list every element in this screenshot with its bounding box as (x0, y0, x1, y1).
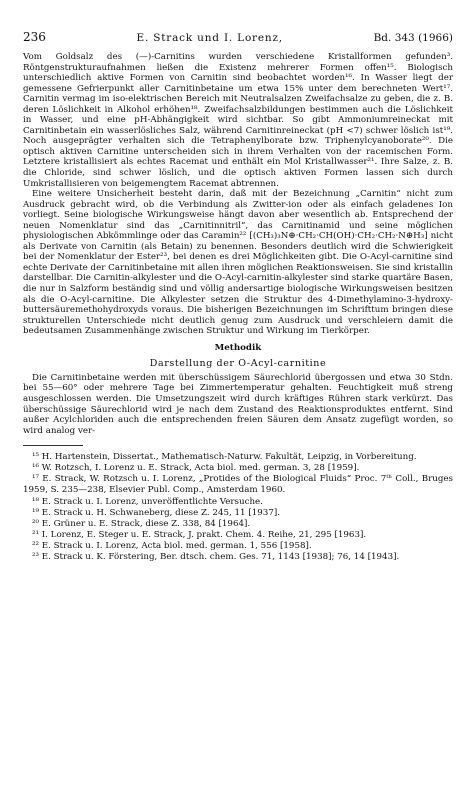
footnote: ¹⁷ E. Strack, W. Rotzsch u. I. Lorenz, „Protides of the Biological Fluids“ Proc. 7ᵗʰ Coll., Bruges 1959, S. 235—238, Elsevier Publ. Comp., Amsterdam 1960. (23, 474, 453, 496)
running-header (23, 30, 453, 50)
footnote: ²⁰ E. Grüner u. E. Strack, diese Z. 338, 84 [1964]. (32, 518, 251, 529)
footnote-divider (23, 445, 83, 446)
footnote: ¹⁶ W. Rotzsch, I. Lorenz u. E. Strack, Acta biol. med. german. 3, 28 [1959]. (32, 463, 360, 474)
paragraph-2: Eine weitere Unsicherheit besteht darin, daß mit der Bezeichnung „Carnitin“ nicht zum Ausdruck gebracht wird, ob die Verbindung als Zwitter-ion oder als einfach geladenes Ion vorliegt. Seine biologische Wirkungsweise hängt davon aber wesentlich ab. Entsprechend der neuen Nomenklatur sind das „Carnitinnitril“, das Carnitinamid und seine möglichen physiologischen Abkömmlinge oder das Caramin²² [(CH₃)₃N⊕·CH₂·CH(OH)·CH₂·CH₂·N⊕H₃] nicht als Derivate von Carnitin (als Betain) zu benennen. Besonders deutlich wird die Schwierigkeit bei der Nomenklatur der Ester²³, bei denen es drei Möglichkeiten gibt. Die O-Acyl-carnitine sind echte Derivate der Carnitinbetaine mit allen ihren möglichen Reaktionsweisen. Sie sind kristallin darstellbar. Die Carnitin-alkylester und die O-Acyl-carnitin-alkylester sind starke quartäre Basen, die nur in Salzform beständig sind und völlig andersartige biologische Wirkungsweisen besitzen als die O-Acyl-carnitine. Die Alkylester setzen die Struktur des 4-Dimethylamino-3-hydroxy-buttersäuremethohydroxyds voraus. Die bisherigen Bezeichnungen im Schrifttum bringen diese strukturellen Unterschiede nicht deutlich genug zum Ausdruck und verschleiern damit die bedeutsamen Zusammenhänge zwischen Struktur und Wirkung im Tierkörper. (23, 189, 453, 337)
footnote: ²¹ I. Lorenz, E. Steger u. E. Strack, J. prakt. Chem. 4. Reihe, 21, 295 [1963]. (32, 529, 367, 540)
section-title: Methodik (214, 342, 262, 353)
volume-info: Bd. 343 (1966) (373, 32, 453, 44)
main-text (23, 52, 453, 436)
footnote: ²² E. Strack u. I. Lorenz, Acta biol. med. german. 1, 556 [1958]. (32, 540, 312, 551)
footnote: ¹⁸ E. Strack u. I. Lorenz, unveröffentlichte Versuche. (32, 496, 263, 507)
running-head-authors: E. Strack und I. Lorenz, (136, 32, 283, 44)
page-number: 236 (23, 30, 46, 44)
footnotes (23, 452, 453, 563)
footnote: ²³ E. Strack u. K. Förstering, Ber. dtsch. chem. Ges. 71, 1143 [1938]; 76, 14 [1943]. (32, 551, 400, 562)
method-paragraph: Die Carnitinbetaine werden mit überschüssigem Säurechlorid übergossen und etwa 30 Stdn. bei 55—60° oder mehrere Tage bei Zimmertemperatur gehalten. Feuchtigkeit muß streng ausgeschlossen werden. Die Umsetzungszeit wird durch kräftiges Rühren stark verkürzt. Das überschüssige Säurechlorid wird je nach dem Zustand des Reaktionsproduktes entfernt. Sind außer Acylchloriden auch die entsprechenden freien Säuren dem Ansatz zugefügt worden, so wird analog ver- (23, 372, 453, 436)
subsection-title: Darstellung der O-Acyl-carnitine (149, 358, 327, 370)
paragraph-1: Vom Goldsalz des (—)-Carnitins wurden verschiedene Kristallformen gefunden³. Röntgenstrukturaufnahmen ließen die Existenz mehrerer Formen offen¹⁵. Biologisch unterschiedlich aktive Formen von Carnitin sind beobachtet worden¹⁶. In Wasser liegt der gemessene Gefrierpunkt aller Carnitinbetaine um etwa 15% unter dem berechneten Wert¹⁷. Carnitin vermag im iso-elektrischen Bereich mit Neutralsalzen Zweifachsalze zu geben, die z. B. deren Löslichkeit in Alkohol erhöhen¹⁸. Zweifachsalzbildungen bestimmen auch die Löslichkeit in Wasser, und eine pH-Abhängigkeit wird sichtbar. So gibt Ammoniumreineckat mit Carnitinbetain ein wasserlösliches Salz, während Carnitinreineckat (pH <7) schwer löslich ist¹⁹. Noch ausgeprägter verhalten sich die Tetraphenylborate bzw. Triphenylcyanoborate²⁰. Die optisch aktiven Carnitine unterscheiden sich in ihrem Verhalten von der racemischen Form. Letztere kristallisiert als echtes Racemat und enthält ein Mol Kristallwasser²¹. Ihre Salze, z. B. die Chloride, sind schwer löslich, und die optisch aktiven Formen lassen sich durch Umkristallisieren von beigemengtem Racemat abtrennen. (23, 52, 453, 189)
footnote: ¹⁹ E. Strack u. H. Schwaneberg, diese Z. 245, 11 [1937]. (32, 507, 280, 518)
footnote: ¹⁵ H. Hartenstein, Dissertat., Mathematisch-Naturw. Fakultät, Leipzig, in Vorbereitung. (32, 452, 417, 463)
journal-page (23, 30, 453, 563)
